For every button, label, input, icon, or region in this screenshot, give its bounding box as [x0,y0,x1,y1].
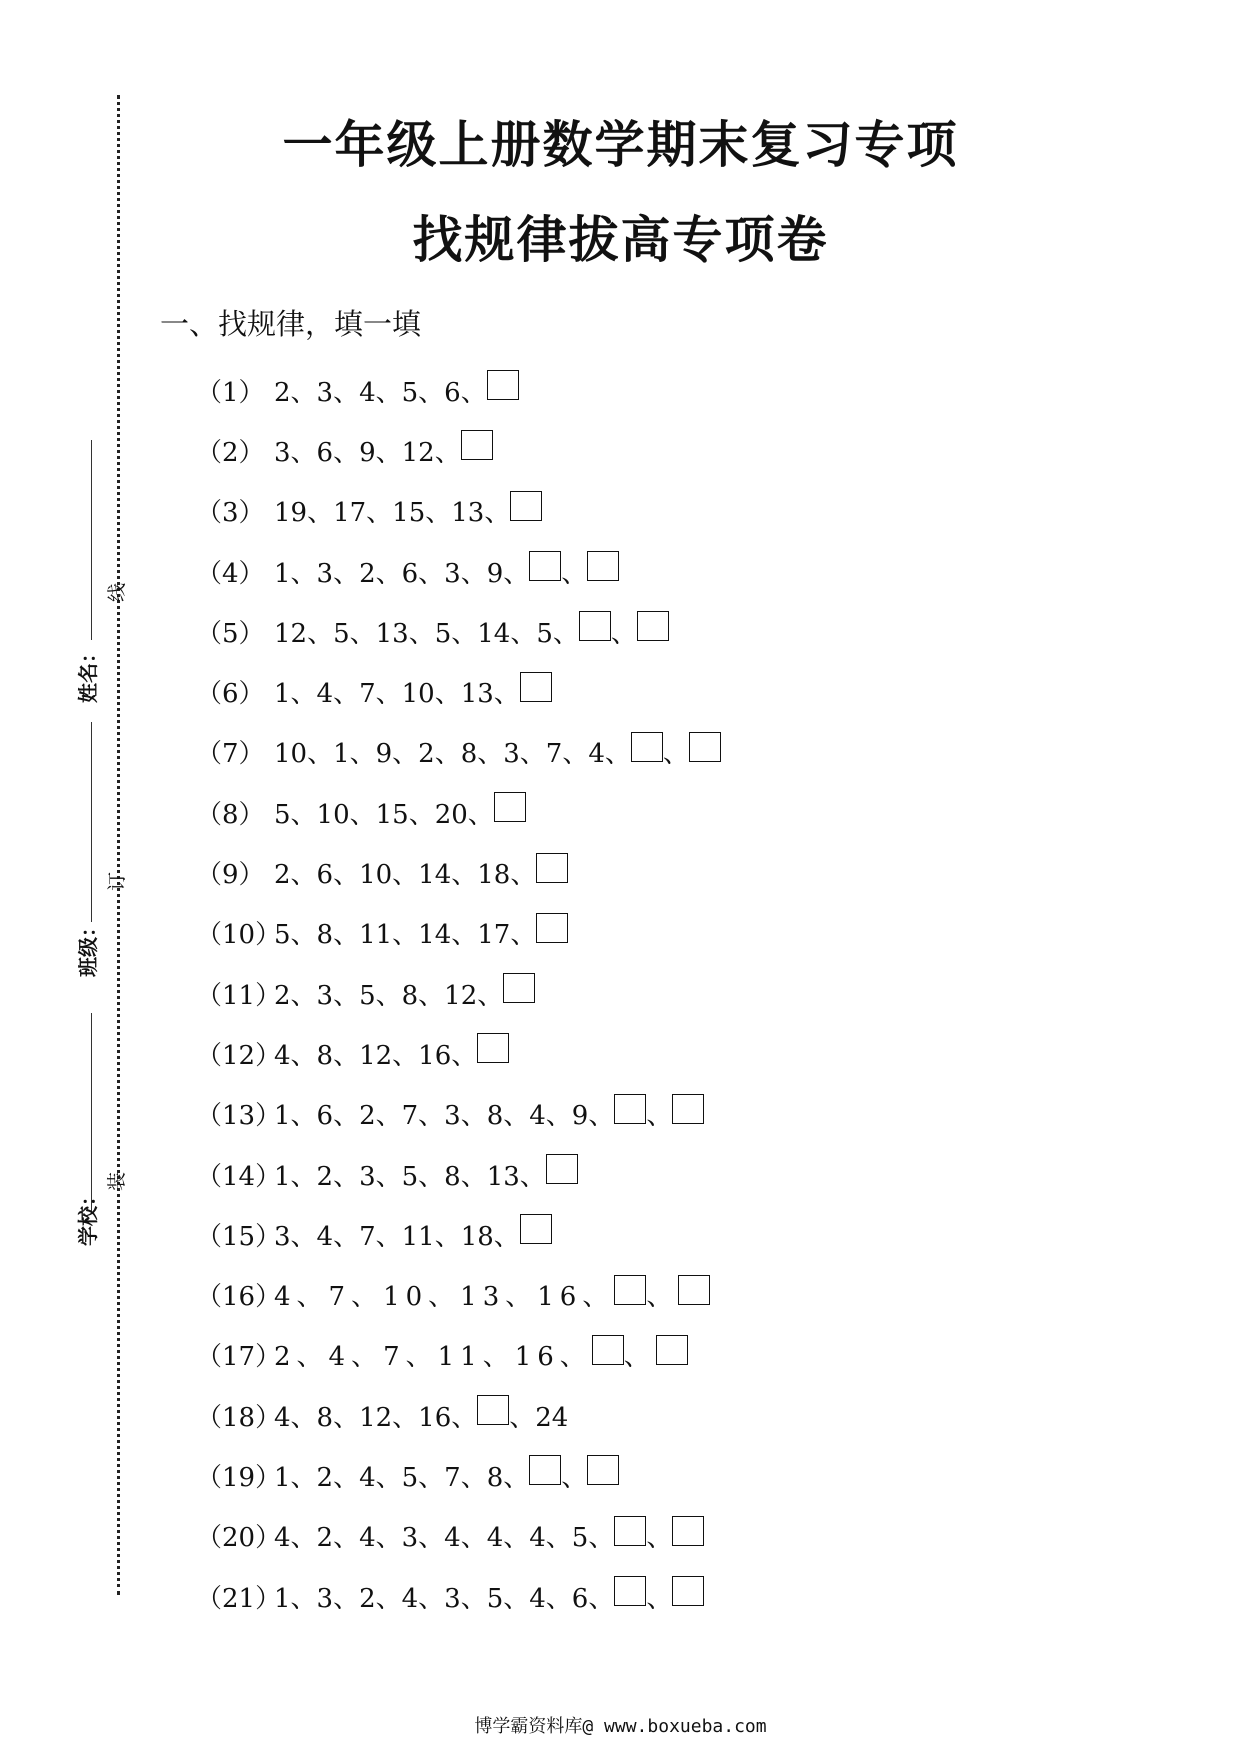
question-number: （21） [196,1583,282,1614]
section-heading: 一、找规律，填一填 [160,307,422,341]
binding-mark-zhuang: 装 [106,1171,129,1192]
sequence-text: 10、1、9、2、8、3、7、4、 [274,739,631,770]
question-number: （11） [196,980,282,1011]
sequence-text: 2、3、5、8、12、 [274,980,504,1011]
sequence-text: 2、6、10、14、18、 [274,860,537,891]
question-number: （1） [196,377,265,408]
question-number: （16） [196,1282,282,1313]
question-number: （12） [196,1040,282,1071]
answer-box[interactable] [672,1576,704,1606]
question-number: （2） [196,437,265,468]
answer-box[interactable] [637,611,669,641]
sequence-text: 、 [561,1462,588,1493]
sequence-text: 5、10、15、20、 [274,799,494,830]
question-sequence [274,1517,704,1554]
question-number: （3） [196,498,265,529]
question-sequence [274,733,721,770]
answer-box[interactable] [592,1335,624,1365]
answer-box[interactable] [614,1516,646,1546]
answer-box[interactable] [477,1033,509,1063]
answer-box[interactable] [520,672,552,702]
class-field-line [91,722,92,922]
question-row [196,1144,721,1204]
answer-box[interactable] [631,732,663,762]
sequence-text: 1、3、2、6、3、9、 [274,558,530,589]
answer-box[interactable] [461,430,493,460]
question-sequence [274,1457,619,1494]
question-sequence [274,1578,704,1615]
question-sequence [274,432,493,469]
question-row [196,1264,721,1324]
answer-box[interactable] [579,611,611,641]
sequence-text: 、 [610,618,637,649]
question-sequence [274,1216,552,1253]
name-label: 姓名： [76,643,100,703]
question-sequence [274,914,568,951]
answer-box[interactable] [614,1576,646,1606]
answer-box[interactable] [529,1455,561,1485]
answer-box[interactable] [487,370,519,400]
question-number: （17） [196,1342,282,1373]
question-sequence [274,613,669,650]
question-row [196,903,721,963]
question-row [196,1084,721,1144]
question-number: （20） [196,1523,282,1554]
question-sequence [274,1035,509,1072]
sequence-text: 、 [646,1523,673,1554]
answer-box[interactable] [614,1275,646,1305]
sequence-text: 4、2、4、3、4、4、4、5、 [274,1523,615,1554]
question-number: （9） [196,860,265,891]
answer-box[interactable] [672,1516,704,1546]
question-number: （13） [196,1101,282,1132]
question-row [196,842,721,902]
question-row [196,722,721,782]
answer-box[interactable] [689,732,721,762]
binding-dotted-line [117,95,120,1595]
question-number: （4） [196,558,265,589]
binding-mark-xian: 线 [106,582,129,603]
answer-box[interactable] [536,853,568,883]
question-sequence [274,794,526,831]
footer-watermark: 博学霸资料库@ www.boxueba.com [474,1716,767,1737]
answer-box[interactable] [672,1094,704,1124]
sequence-text: 4、8、12、16、 [274,1040,478,1071]
answer-box[interactable] [587,1455,619,1485]
question-sequence [274,1397,568,1434]
sequence-text: 1、2、4、5、7、8、 [274,1462,530,1493]
question-sequence [274,372,519,409]
question-row [196,360,721,420]
answer-box[interactable] [510,491,542,521]
question-row [196,420,721,480]
sequence-text: 、24 [509,1402,569,1433]
sequence-text: 1、4、7、10、13、 [274,679,520,710]
sequence-text: 3、6、9、12、 [274,437,461,468]
question-sequence [274,1276,710,1313]
sequence-text: 、 [646,1101,673,1132]
sequence-text: 、 [646,1583,673,1614]
sequence-text: 12、5、13、5、14、5、 [274,618,579,649]
question-number: （19） [196,1462,282,1493]
name-field-line [91,440,92,640]
question-row [196,963,721,1023]
answer-box[interactable] [546,1154,578,1184]
question-sequence [274,492,542,529]
sequence-text: 、 [662,739,689,770]
answer-box[interactable] [678,1275,710,1305]
question-sequence [274,1336,688,1373]
sequence-text: 1、2、3、5、8、13、 [274,1161,546,1192]
question-row [196,1506,721,1566]
question-sequence [274,1156,578,1193]
answer-box[interactable] [529,551,561,581]
sequence-text: 、 [561,558,588,589]
question-list [196,360,721,1626]
question-row [196,1325,721,1385]
sequence-text: 、 [623,1342,656,1373]
question-row [196,541,721,601]
sequence-text: 2、3、4、5、6、 [274,377,487,408]
question-number: （7） [196,739,265,770]
answer-box[interactable] [536,913,568,943]
page-title: 一年级上册数学期末复习专项 [282,115,959,174]
sequence-text: 4、8、12、16、 [274,1402,478,1433]
sequence-text: 4、7、10、13、16、 [274,1282,615,1313]
answer-box[interactable] [520,1214,552,1244]
question-sequence [274,975,535,1012]
class-label: 班级： [76,917,100,977]
question-number: （14） [196,1161,282,1192]
sequence-text: 2、4、7、11、16、 [274,1342,592,1373]
question-row [196,1023,721,1083]
answer-box[interactable] [477,1395,509,1425]
question-row [196,1385,721,1445]
question-number: （6） [196,679,265,710]
question-row [196,601,721,661]
sequence-text: 、 [646,1282,679,1313]
sequence-text: 5、8、11、14、17、 [274,920,537,951]
question-sequence [274,553,619,590]
question-row [196,481,721,541]
question-number: （8） [196,799,265,830]
question-number: （10） [196,920,282,951]
question-row [196,1566,721,1626]
question-row [196,1204,721,1264]
question-sequence [274,1095,704,1132]
answer-box[interactable] [503,973,535,1003]
sequence-text: 19、17、15、13、 [274,498,511,529]
answer-box[interactable] [494,792,526,822]
question-number: （18） [196,1402,282,1433]
question-number: （5） [196,618,265,649]
sequence-text: 1、6、2、7、3、8、4、9、 [274,1101,615,1132]
question-sequence [274,673,552,710]
question-row [196,661,721,721]
sequence-text: 3、4、7、11、18、 [274,1221,520,1252]
page-subtitle: 找规律拔高专项卷 [412,210,829,269]
answer-box[interactable] [587,551,619,581]
question-row [196,782,721,842]
sequence-text: 1、3、2、4、3、5、4、6、 [274,1583,615,1614]
answer-box[interactable] [656,1335,688,1365]
school-label: 学校： [76,1186,100,1246]
binding-mark-ding: 订 [106,871,129,892]
answer-box[interactable] [614,1094,646,1124]
question-sequence [274,854,568,891]
school-field-line [91,1013,92,1213]
question-number: （15） [196,1221,282,1252]
question-row [196,1445,721,1505]
